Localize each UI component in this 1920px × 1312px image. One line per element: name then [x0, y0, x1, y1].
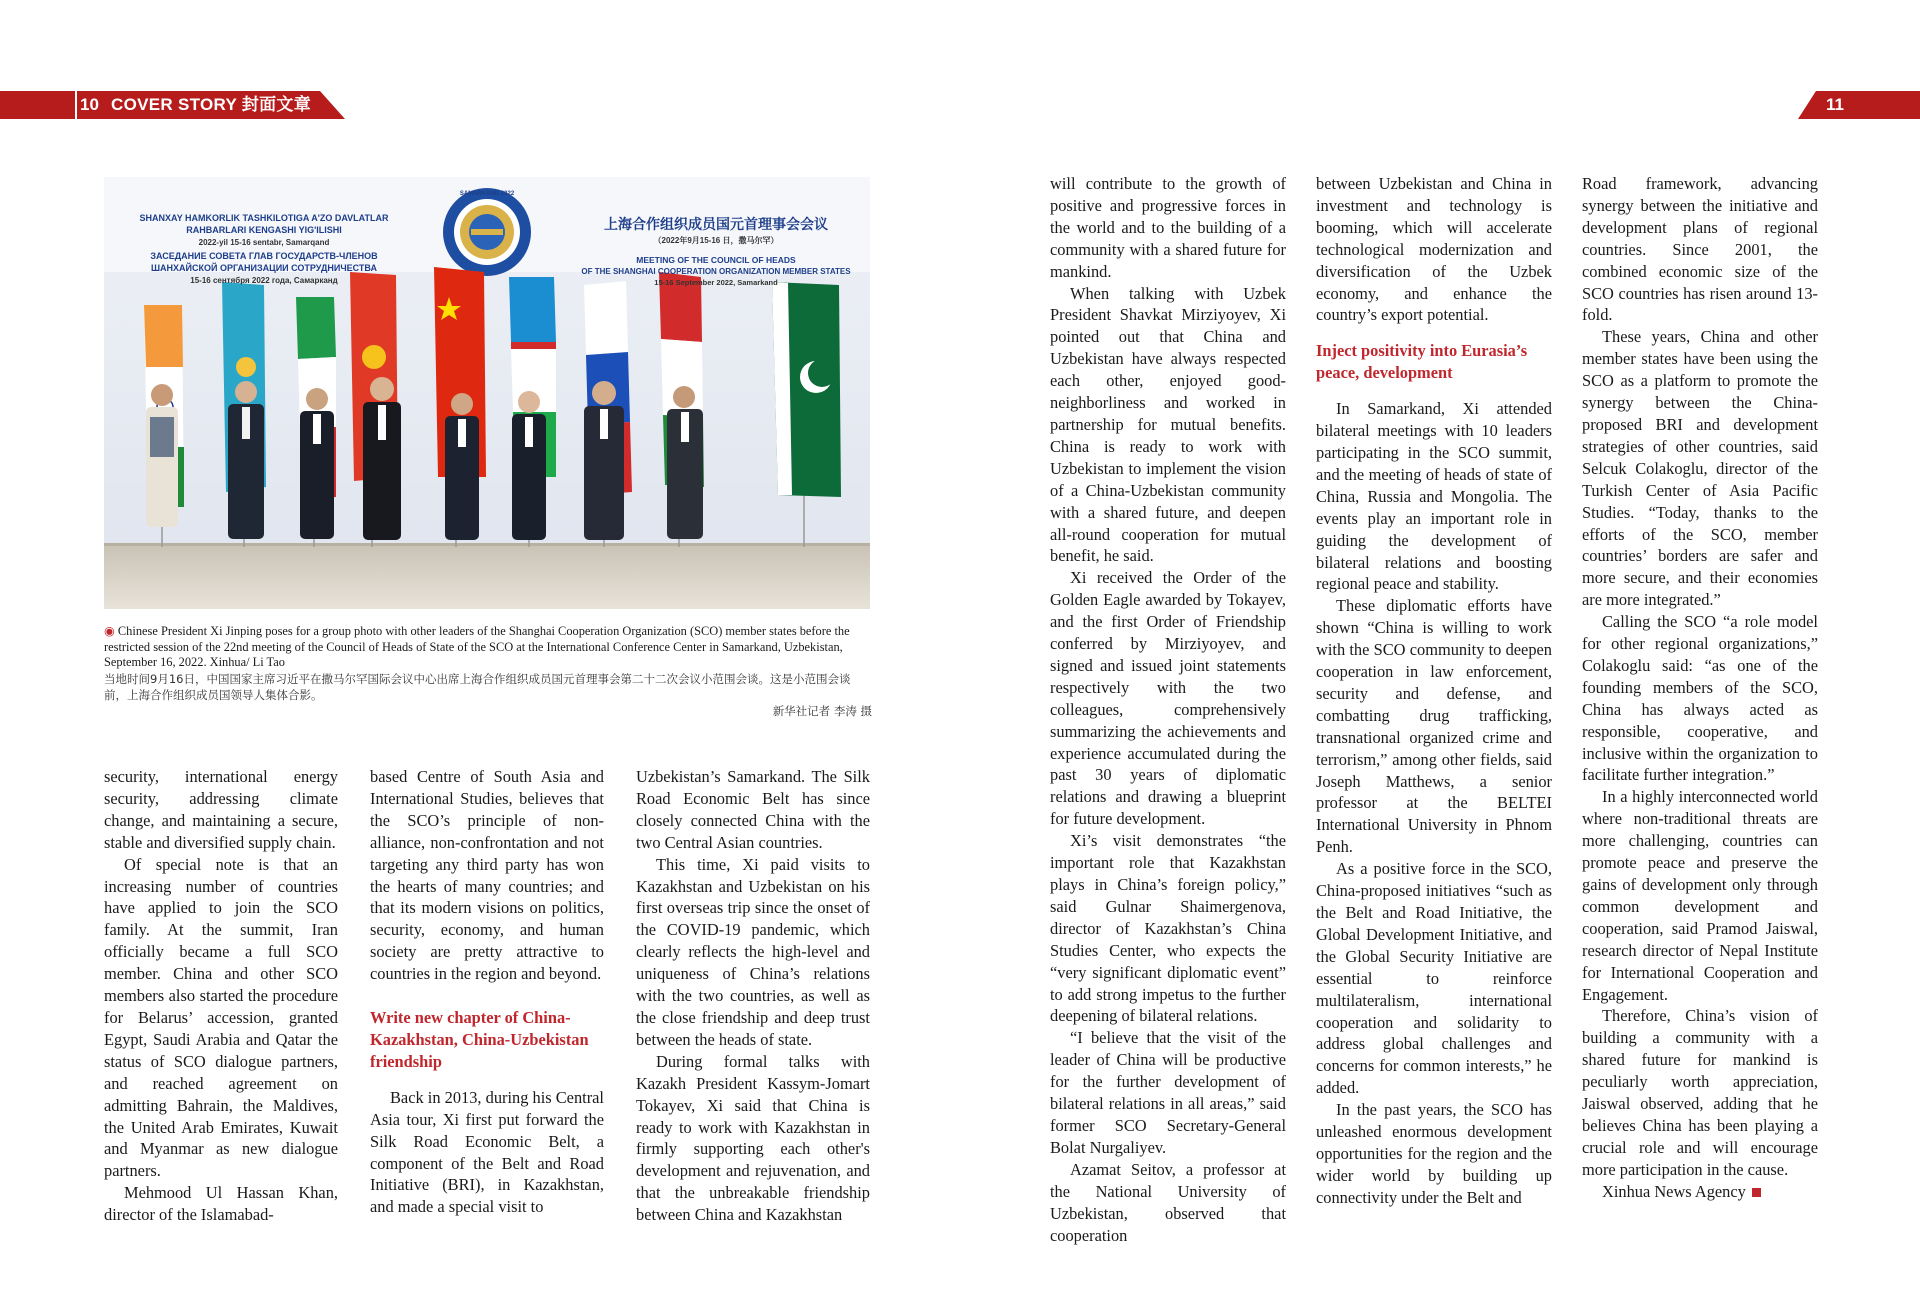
paragraph: Azamat Seitov, a professor at the National University of Uzbekistan, observed that cooperation	[1050, 1159, 1286, 1245]
subheading: Write new chapter of China-Kazakhstan, China-Uzbekistan friendship	[370, 1008, 589, 1071]
paragraph: Uzbekistan’s Samarkand. The Silk Road Economic Belt has since closely connected China with the two Central Asian countries.	[636, 767, 870, 852]
paragraph: between Uzbekistan and China in investment and technology is booming, which will accelerate technological modernization and diversification of the Uzbek economy, and enhance the country’s export potential.	[1316, 174, 1552, 325]
paragraph: These diplomatic efforts have shown “China is willing to work with the SCO community to deepen cooperation in law enforcement, security and defense, and combatting drug trafficking, transnational organized crime and terrorism,” among other fields, said Joseph Matthews, a senior professor at the BELTEI International University in Phnom Penh.	[1316, 596, 1552, 857]
paragraph: based Centre of South Asia and International Studies, believes that the SCO’s principle of non-alliance, non-confrontation and not targeting any third party has won the hearts of many countries; and that its modern visions on politics, security, economy, and human society are pretty attractive to countries in the region and beyond.	[370, 767, 604, 984]
paragraph: Road framework, advancing synergy between the initiative and development plans of regional countries. Since 2001, the combined economic size of the SCO countries has risen around 13-fold.	[1582, 174, 1818, 325]
end-mark-icon	[1752, 1188, 1761, 1197]
paragraph: When talking with Uzbek President Shavkat Mirziyoyev, Xi pointed out that China and Uzbekistan have always respected each other, enjoyed good-neighborliness and worked in partnership for mutual benefits. China is ready to work with Uzbekistan to implement the vision of a China-Uzbekistan community with a shared future, and deepen all-round cooperation for mutual benefit, he said.	[1050, 283, 1286, 566]
svg-text:ЗАСЕДАНИЕ СОВЕТА ГЛАВ ГОСУДАРС: ЗАСЕДАНИЕ СОВЕТА ГЛАВ ГОСУДАРСТВ-ЧЛЕНОВ	[150, 251, 378, 261]
page-number-right: 11	[1826, 95, 1844, 114]
paragraph: “I believe that the visit of the leader of China will be productive for the further development of bilateral relations in all areas,” said former SCO Secretary-General Bolat Nurgaliyev.	[1050, 1028, 1286, 1157]
paragraph: security, international energy security, addressing climate change, and maintaining a secure, stable and diversified supply chain.	[104, 767, 338, 852]
svg-text:ШАНХАЙСКОЙ ОРГАНИЗАЦИИ СОТРУДН: ШАНХАЙСКОЙ ОРГАНИЗАЦИИ СОТРУДНИЧЕСТВА	[151, 263, 377, 273]
sco-emblem	[443, 188, 531, 276]
section-title: COVER STORY 封面文章	[111, 95, 312, 114]
paragraph: As a positive force in the SCO, China-proposed initiatives “such as the Belt and Road Initiative, the Global Development Initiative, and the Global Security Initiative are essential to reinforce multilateralism, international cooperation and solidarity to address global challenges and concerns for common interests,” he added.	[1316, 859, 1552, 1098]
svg-text:OF THE SHANGHAI COOPERATION OR: OF THE SHANGHAI COOPERATION ORGANIZATION MEMBER STATES	[581, 267, 851, 276]
paragraph: Mehmood Ul Hassan Khan, director of the Islamabad-	[104, 1183, 338, 1225]
photo-caption	[104, 624, 872, 719]
camera-icon: ◉	[104, 624, 115, 638]
paragraph: Back in 2013, during his Central Asia tour, Xi first put forward the Silk Road Economic Belt, a component of the Belt and Road Initiative (BRI), in Kazakhstan, and made a special visit to	[370, 1087, 604, 1217]
article-column-5	[1316, 173, 1552, 1209]
paragraph: Of special note is that an increasing number of countries have applied to join the SCO family. At the summit, Iran officially became a full SCO member. China and other SCO members also started the procedure for Belarus’ accession, granted Egypt, Saudi Arabia and Qatar the status of SCO dialogue partners, and reached agreement on admitting Bahrain, the Maldives, the United Arab Emirates, Kuwait and Myanmar as new dialogue partners.	[104, 854, 338, 1181]
svg-text:（2022年9月15-16 日，撒马尔罕）: （2022年9月15-16 日，撒马尔罕）	[653, 236, 779, 245]
paragraph: will contribute to the growth of positive and progressive forces in the world and to the building of a community with a shared future for mankind.	[1050, 174, 1286, 281]
sign-off	[1582, 1181, 1818, 1203]
svg-text:15-16 September 2022, Samarkan: 15-16 September 2022, Samarkand	[654, 278, 778, 287]
article-column-3	[636, 766, 870, 1226]
caption-chinese: 当地时间9月16日，中国国家主席习近平在撒马尔罕国际会议中心出席上海合作组织成员国元首理事会第二十二次会议小范围会谈。这是小范围会谈前，上海合作组织成员国领导人集体合影。	[104, 671, 851, 702]
svg-text:上海合作组织成员国元首理事会会议: 上海合作组织成员国元首理事会会议	[604, 216, 828, 232]
paragraph: In Samarkand, Xi attended bilateral meetings with 10 leaders participating in the SCO summit, and the meeting of heads of state of China, Russia and Mongolia. The events play an important role in guiding the development of bilateral relations and boosting regional peace and stability.	[1316, 399, 1552, 594]
paragraph: Xi received the Order of the Golden Eagle awarded by Tokayev, and the first Order of Friendship conferred by Mirziyoyev, and signed and issued joint statements respectively with the two colleagues, comprehensively summarizing the achievements and experience accumulated during the past 30 years of diplomatic relations and drawing a blueprint for future development.	[1050, 568, 1286, 829]
caption-english: Chinese President Xi Jinping poses for a group photo with other leaders of the Shanghai Cooperation Organization (SCO) member states before the restricted session of the 22nd meeting of the Council of Heads of State of the SCO at the International Conference Center in Samarkand, Uzbekistan, September 16, 2022. Xinhua/ Li Tao	[104, 624, 850, 670]
paragraph: This time, Xi paid visits to Kazakhstan and Uzbekistan on his first overseas trip since the onset of the COVID-19 pandemic, which clearly reflects the high-level and uniqueness of China’s relations with the two countries, as well as the close friendship and deep trust between the heads of state.	[636, 854, 870, 1049]
paragraph: In the past years, the SCO has unleashed enormous development opportunities for the region and the wider world by building up connectivity under the Belt and	[1316, 1100, 1552, 1207]
page-number-left: 10	[80, 95, 99, 114]
paragraph: In a highly interconnected world where non-traditional threats are more challenging, countries can promote peace and preserve the gains of development only through common development and cooperation, said Pramod Jaiswal, research director of Nepal Institute for International Cooperation and Engagement.	[1582, 787, 1818, 1004]
header-band-right	[1798, 91, 1920, 119]
article-column-4	[1050, 173, 1286, 1246]
article-column-1	[104, 766, 338, 1226]
subheading: Inject positivity into Eurasia’s peace, development	[1316, 341, 1528, 383]
svg-text:RAHBARLARI KENGASHI YIG'ILISHI: RAHBARLARI KENGASHI YIG'ILISHI	[186, 225, 342, 235]
paragraph: Calling the SCO “a role model for other regional organizations,” Colakoglu said: “as one of the founding members of the SCO, China has always acted as responsible, cooperative, and inclusive within the organization to facilitate further integration.”	[1582, 612, 1818, 785]
paragraph: During formal talks with Kazakh President Kassym-Jomart Tokayev, Xi said that China is ready to work with Kazakhstan in firmly supporting each other's development and rejuvenation, and that the unbreakable friendship between China and Kazakhstan	[636, 1051, 870, 1225]
article-column-2	[370, 766, 604, 1218]
caption-photo-credit: 新华社记者 李涛 摄	[772, 703, 872, 718]
paragraph: These years, China and other member states have been using the SCO as a platform to promote the synergy between the China-proposed BRI and development strategies of other countries, said Selcuk Colakoglu, director of the Turkish Center of Asia Pacific Studies. “Today, thanks to the efforts of the SCO, member countries’ borders are safer and more secure, and their economies are more integrated.”	[1582, 327, 1818, 610]
svg-text:2022-yil 15-16 sentabr, Samarq: 2022-yil 15-16 sentabr, Samarqand	[198, 238, 330, 247]
paragraph: Xi’s visit demonstrates “the important role that Kazakhstan plays in China’s foreign policy,” said Gulnar Shaimergenova, director of Kazakhstan’s China Studies Center, who expects the “very significant diplomatic event” to add strong impetus to the further deepening of bilateral relations.	[1050, 831, 1286, 1026]
article-column-6	[1582, 173, 1818, 1203]
svg-text:MEETING OF THE COUNCIL OF HEAD: MEETING OF THE COUNCIL OF HEADS	[636, 255, 796, 265]
svg-text:15-16 сентября 2022 года, Сама: 15-16 сентября 2022 года, Самарканд	[190, 276, 338, 285]
sign-off-text: Xinhua News Agency	[1602, 1181, 1746, 1201]
paragraph: Therefore, China’s vision of building a community with a shared future for mankind is peculiarly worth appreciation, Jaiswal observed, adding that he believes China has been playing a crucial role and will encourage more participation in the cause.	[1582, 1006, 1818, 1179]
svg-text:SHANXAY HAMKORLIK TASHKILOTIGA: SHANXAY HAMKORLIK TASHKILOTIGA A'ZO DAVLATLAR	[139, 213, 389, 223]
emblem-label: SAMARKAND 2022	[459, 191, 515, 197]
group-photo	[104, 177, 870, 609]
